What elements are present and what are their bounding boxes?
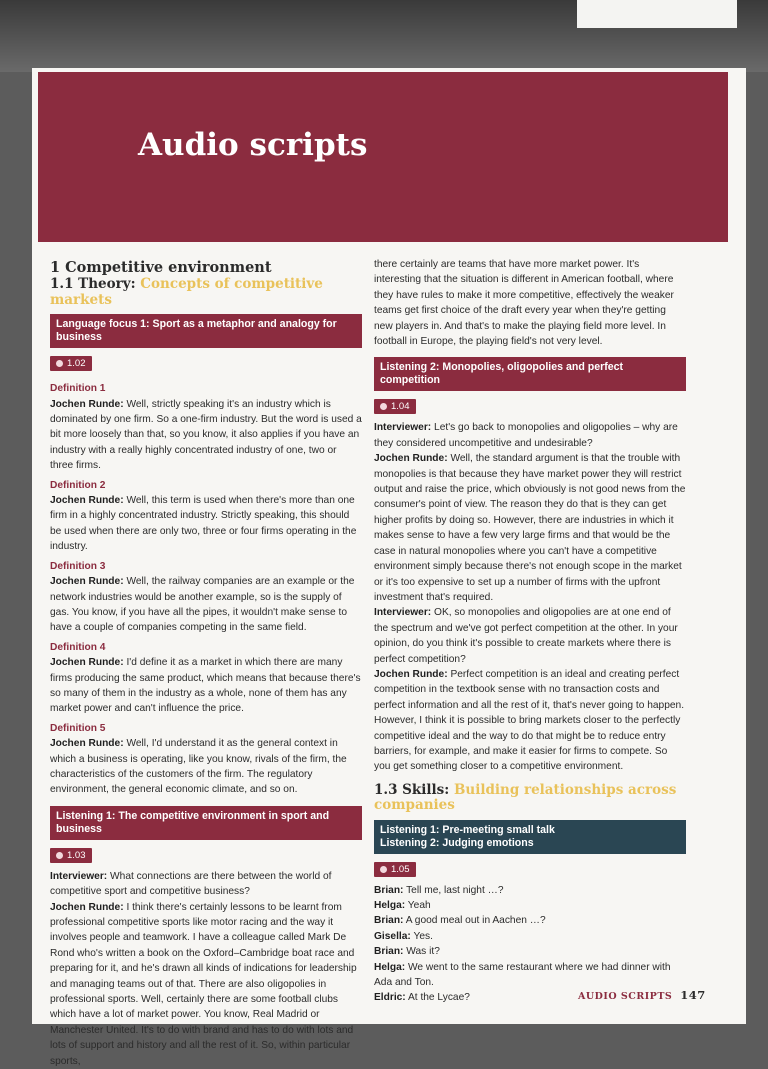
audio-track-tag: 1.05 [374, 862, 416, 877]
definition-block: Definition 4 Jochen Runde: I'd define it as a market in which there are many firms producing the same product, which means that because there's so many of them in the industry as a whole, none of them has any market power and can't influence the price. [50, 641, 361, 715]
paper-corner [577, 0, 737, 28]
dialogue-line: Brian: Was it? [374, 946, 440, 958]
cd-icon [380, 403, 387, 410]
theory-heading: 1.1 Theory: Concepts of competitive markets [50, 276, 323, 308]
left-column [50, 260, 362, 1069]
audio-track-tag: 1.04 [374, 399, 416, 414]
page-title: Audio scripts [138, 127, 368, 163]
dialogue-line: Brian: Tell me, last night …? [374, 884, 504, 896]
cd-icon [56, 360, 63, 367]
unit-title: 1 Competitive environment [50, 259, 272, 276]
audio-track-tag: 1.03 [50, 848, 92, 863]
continued-text: there certainly are teams that have more market power. It's interesting that the situation is different in American football, where they have rules to make it more competitive, effectively the weaker teams get first choice of the draft every year when they're getting new players in. And that's to make the playing field more level. In football in Europe, the playing field's not very level. [374, 259, 674, 348]
audio-track-tag: 1.02 [50, 356, 92, 371]
skills-listening-box: Listening 1: Pre-meeting small talk Listening 2: Judging emotions [374, 820, 686, 854]
dialogue-line: Eldric: At the Lycae? [374, 992, 470, 1004]
definition-block: Definition 3 Jochen Runde: Well, the railway companies are an example or the network industries would be another example, so is the supply of gas. You know, if you have all the pipes, it wouldn't make sense to have a couple of companies competing in the same field. [50, 560, 355, 634]
listening-box: Listening 2: Monopolies, oligopolies and perfect competition [374, 357, 686, 391]
footer-label: AUDIO SCRIPTS [578, 991, 673, 1002]
header-banner [38, 72, 728, 242]
page-footer [578, 988, 706, 1002]
dialogue-line: Interviewer: What connections are there between the world of competitive sport and competitive business? [50, 870, 332, 898]
dialogue-line: Helga: We went to the same restaurant where we had dinner with Ada and Ton. [374, 961, 671, 989]
dialogue-line: Jochen Runde: Perfect competition is an ideal and creating perfect competition in the textbook sense with no transaction costs and perfect information and all the rest of it, that's never going to happen. However, I think it is possible to bring markets closer to the perfectly competitive ideal and the way to do that might be to reduce entry barriers, for example, and make it easier for firms to compete. So you get something closer to a competitive environment. [374, 668, 685, 773]
dialogue-line: Gisella: Yes. [374, 930, 433, 942]
cd-icon [380, 866, 387, 873]
dialogue-line: Brian: A good meal out in Aachen …? [374, 915, 546, 927]
page-number: 147 [680, 988, 706, 1002]
dialogue-line: Jochen Runde: Well, the standard argument is that the trouble with monopolies is that because they have market power they will restrict output and raise the price, which obviously is not good news from the consumer's point of view. The reason they do that is they can get higher profits by doing so. However, there are industries in which it makes sense to have a few very large firms and that would be the case in natural monopolies where you can't have a competitive environment simply because there's not enough scope in the market or it's too expensive to set up a number of firms with the upfront investment that's required. [374, 453, 686, 603]
definition-block: Definition 1 Jochen Runde: Well, strictly speaking it's an industry which is dominated by one firm. So a one-firm industry. But the word is used a bit more loosely than that, so you know, it also applies if you have an industry with a really highly concentrated industry of one, two or three firms. [50, 383, 362, 472]
definition-block: Definition 2 Jochen Runde: Well, this term is used when there's more than one firm in a highly concentrated industry. Strictly speaking, this should be used when there are only two, three or four firms operating in the industry. [50, 479, 357, 553]
dialogue-line: Interviewer: Let's go back to monopolies and oligopolies – why are they considered uncompetitive and undesirable? [374, 422, 678, 449]
right-column [374, 257, 686, 1006]
listening-box: Listening 1: The competitive environment in sport and business [50, 806, 362, 840]
dialogue-line: Interviewer: OK, so monopolies and oligopolies are at one end of the spectrum and we've got perfect competition at the other. In your opinion, do you think it's possible to create markets where there is perfect competition? [374, 607, 678, 665]
skills-heading: 1.3 Skills: Building relationships across companies [374, 781, 677, 814]
language-focus-box: Language focus 1: Sport as a metaphor and analogy for business [50, 314, 362, 348]
dialogue-line: Jochen Runde: I think there's certainly lessons to be learnt from professional competitive sports like motor racing and the way it involves people and teamwork. I have a colleague called Mark De Rond who's written a book on the Oxford–Cambridge boat race and preparing for it, and he's drawn all kinds of indications for leadership and managing teams out of that. There are also oligopolies in professional sports. Well, certainly there are some football clubs which have a lot of market power. You know, Real Madrid or Manchester United. It's to do with brand and has to do with lots and lots of support and history and all the rest of it. So, within particular sports, [50, 901, 357, 1067]
definition-block: Definition 5 Jochen Runde: Well, I'd understand it as the general context in which a business is operating, like you know, rivals of the firm, the characteristics of the customers of the firm. The regulatory environment, the general economic climate, and so on. [50, 722, 347, 796]
cd-icon [56, 852, 63, 859]
dialogue-line: Helga: Yeah [374, 900, 431, 911]
